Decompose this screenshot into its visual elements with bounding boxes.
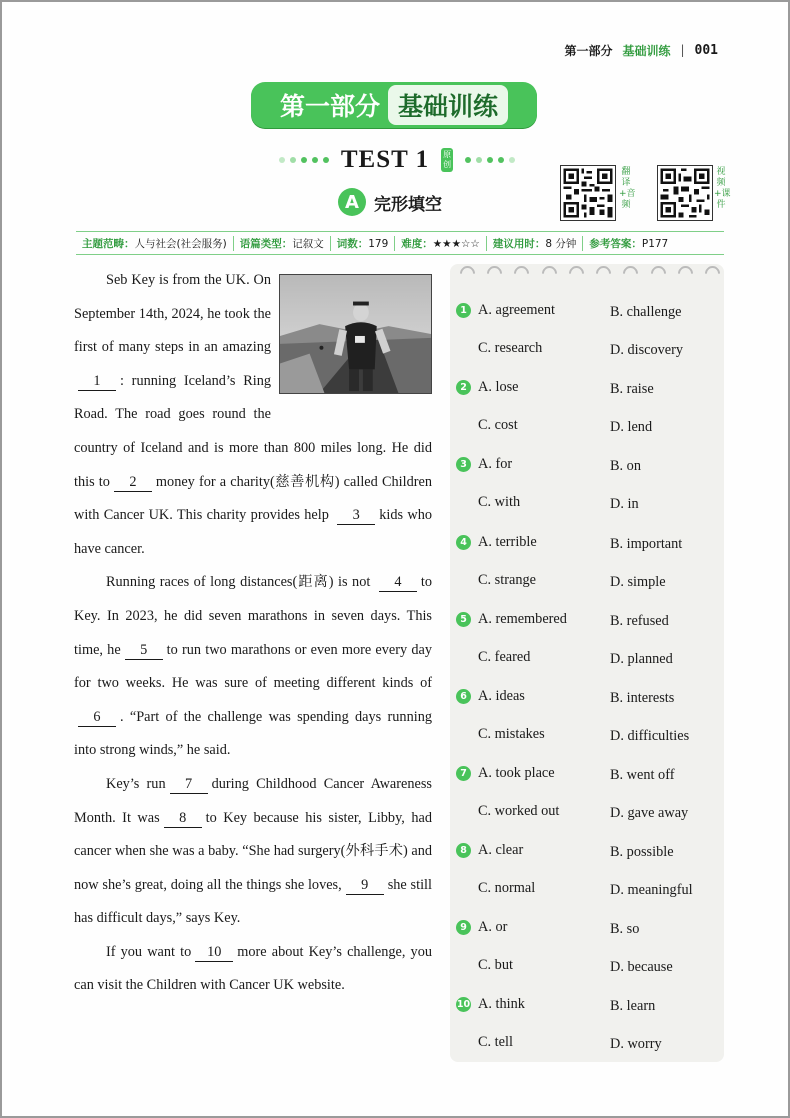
blank-8[interactable]: 8: [164, 809, 202, 828]
question-number-badge: 8: [456, 843, 471, 858]
section-name: 完形填空: [374, 194, 442, 215]
info-suggested-time: 建议用时：8 分钟: [487, 236, 584, 251]
qr-pattern-2: [658, 166, 712, 220]
option-d[interactable]: D. lend: [610, 419, 653, 435]
option-a[interactable]: A. think: [478, 996, 525, 1012]
option-c[interactable]: C. research: [478, 340, 543, 356]
option-b[interactable]: B. refused: [610, 613, 669, 629]
option-c[interactable]: C. cost: [478, 417, 518, 433]
option-c[interactable]: C. normal: [478, 880, 536, 896]
option-d[interactable]: D. simple: [610, 574, 666, 590]
option-a[interactable]: A. took place: [478, 765, 555, 781]
option-b[interactable]: B. learn: [610, 998, 656, 1014]
decorative-dots-left: [279, 157, 329, 163]
option-a[interactable]: A. lose: [478, 379, 519, 395]
option-b[interactable]: B. on: [610, 458, 641, 474]
question-10: [456, 994, 718, 1052]
option-d[interactable]: D. worry: [610, 1036, 662, 1052]
info-theme: 主题范畴：人与社会(社会服务): [76, 236, 234, 251]
option-c[interactable]: C. strange: [478, 572, 536, 588]
blank-10[interactable]: 10: [195, 943, 233, 962]
option-c[interactable]: C. feared: [478, 649, 531, 665]
blank-1[interactable]: 1: [78, 372, 116, 391]
option-c[interactable]: C. but: [478, 957, 513, 973]
option-c[interactable]: C. with: [478, 494, 521, 510]
header-section: 第一部分: [564, 43, 613, 58]
qr-code-icon[interactable]: [560, 165, 616, 221]
runner-photo: [279, 274, 432, 394]
original-tag: 原创: [441, 148, 453, 172]
option-a[interactable]: A. for: [478, 456, 513, 472]
section-letter-badge: A: [338, 188, 366, 216]
question-number-badge: 4: [456, 535, 471, 550]
cloze-passage: [74, 264, 432, 1003]
header-subsection: 基础训练: [622, 43, 671, 58]
question-3: [456, 454, 718, 512]
info-text-type: 语篇类型：记叙文: [234, 236, 331, 251]
option-c[interactable]: C. worked out: [478, 803, 560, 819]
option-b[interactable]: B. possible: [610, 844, 674, 860]
question-7: [456, 763, 718, 821]
option-a[interactable]: A. ideas: [478, 688, 525, 704]
paragraph-2: Running races of long distances(距离) is not 4 to Key. In 2023, he did seven marathons in seven days. This time, he 5 to run two marathons or even more every day for two weeks. He was sure of meeting different kinds of6 . “Part of the challenge was spending days running into strong winds,” he said.: [74, 574, 433, 759]
option-c[interactable]: C. mistakes: [478, 726, 545, 742]
blank-3[interactable]: 3: [337, 506, 375, 525]
option-a[interactable]: A. or: [478, 919, 508, 935]
question-number-badge: 2: [456, 380, 471, 395]
option-d[interactable]: D. difficulties: [610, 728, 690, 744]
running-header: [564, 42, 718, 58]
info-word-count: 词数：179: [331, 236, 396, 251]
question-number-badge: 7: [456, 766, 471, 781]
part-banner: [251, 82, 537, 128]
option-b[interactable]: B. raise: [610, 381, 654, 397]
paragraph-3: Key’s run 7 during Childhood Cancer Awareness Month. It was 8 to Key because his sister, Libby, had cancer when she was a baby. “She had surgery(外科手术) and now she’s great, doing all the things she loves, 9 she still has difficult days,” says Key.: [74, 775, 432, 927]
blank-4[interactable]: 4: [379, 573, 417, 592]
binder-rings: [460, 266, 720, 286]
question-8: [456, 840, 718, 898]
section-heading: [338, 188, 442, 216]
option-d[interactable]: D. gave away: [610, 805, 689, 821]
blank-5[interactable]: 5: [125, 641, 163, 660]
option-b[interactable]: B. important: [610, 536, 683, 552]
qr-caption-translation-audio: 翻译+音频: [619, 167, 636, 210]
question-number-badge: 6: [456, 689, 471, 704]
question-number-badge: 5: [456, 612, 471, 627]
blank-9[interactable]: 9: [346, 876, 384, 895]
banner-part: 第一部分: [279, 92, 380, 121]
question-number-badge: 1: [456, 303, 471, 318]
banner-title: 基础训练: [388, 85, 508, 125]
question-number-badge: 10: [456, 999, 471, 1010]
test-heading: [252, 142, 542, 178]
page-number: 001: [694, 42, 718, 58]
option-d[interactable]: D. planned: [610, 651, 673, 667]
question-6: [456, 686, 718, 744]
qr-code-icon[interactable]: [657, 165, 713, 221]
blank-7[interactable]: 7: [170, 775, 208, 794]
qr-caption-video-courseware: 视频+课件: [714, 167, 731, 210]
test-title: TEST 1: [340, 146, 430, 173]
question-4: [456, 532, 718, 590]
paragraph-1: Seb Key is from the UK. On September 14th, 2024, he took the first of many steps in an amazing1 : running Iceland’s Ring Road. The road goes round the country of Iceland and is more than 800 miles long. He did this to 2 money for a charity(慈善机构) called Children with Cancer UK. This charity provides help 3 kids who have cancer.: [74, 272, 432, 557]
option-c[interactable]: C. tell: [478, 1034, 513, 1050]
option-a[interactable]: A. remembered: [478, 611, 567, 627]
option-b[interactable]: B. challenge: [610, 304, 682, 320]
option-b[interactable]: B. so: [610, 921, 640, 937]
info-difficulty: 难度：★★★☆☆: [395, 236, 487, 251]
option-d[interactable]: D. meaningful: [610, 882, 693, 898]
question-9: [456, 917, 718, 975]
question-number-badge: 9: [456, 920, 471, 935]
info-answer-page: 参考答案：P177: [589, 237, 669, 250]
question-5: [456, 609, 718, 667]
decorative-dots-right: [465, 157, 515, 163]
option-d[interactable]: D. discovery: [610, 342, 684, 358]
paragraph-4: If you want to 10 more about Key’s challenge, you can visit the Children with Cancer UK website.: [74, 943, 432, 994]
question-number-badge: 3: [456, 457, 471, 472]
qr-pattern-1: [561, 166, 615, 220]
option-b[interactable]: B. went off: [610, 767, 675, 783]
option-b[interactable]: B. interests: [610, 690, 675, 706]
option-d[interactable]: D. because: [610, 959, 673, 975]
option-a[interactable]: A. terrible: [478, 534, 537, 550]
option-a[interactable]: A. clear: [478, 842, 524, 858]
option-a[interactable]: A. agreement: [478, 302, 556, 318]
blank-2[interactable]: 2: [114, 473, 152, 492]
question-2: [456, 377, 718, 435]
question-1: [456, 300, 718, 358]
info-bar: [76, 231, 724, 255]
header-separator: |: [680, 43, 685, 57]
option-d[interactable]: D. in: [610, 496, 639, 512]
blank-6[interactable]: 6: [78, 708, 116, 727]
